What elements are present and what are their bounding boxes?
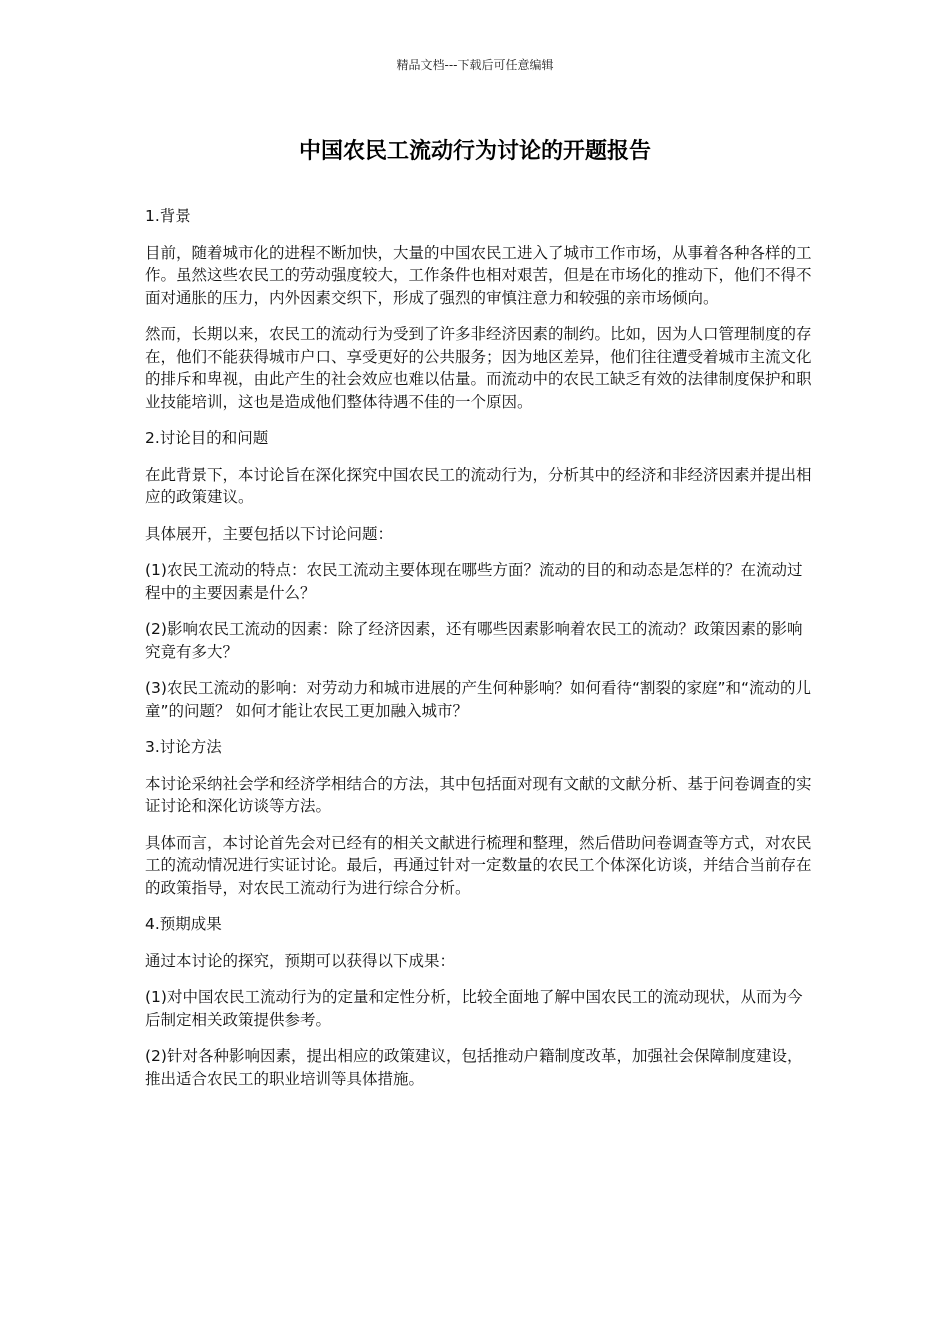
objectives-paragraph-2: 具体展开，主要包括以下讨论问题： bbox=[145, 524, 394, 543]
outcomes-result-1: (1)对中国农民工流动行为的定量和定性分析，比较全面地了解中国农民工的流动现状，从而为今后制定相关政策提供参考。 bbox=[145, 988, 803, 1029]
background-paragraph-1: 目前，随着城市化的进程不断加快，大量的中国农民工进入了城市工作市场，从事着各种各样的工作。虽然这些农民工的劳动强度较大，工作条件也相对艰苦，但是在市场化的推动下，他们不得不面对通胀的压力，内外因素交织下，形成了强烈的审慎注意力和较强的亲市场倾向。 bbox=[145, 243, 812, 307]
section-heading-outcomes: 4.预期成果 bbox=[145, 915, 222, 933]
objectives-paragraph-1: 在此背景下，本讨论旨在深化探究中国农民工的流动行为，分析其中的经济和非经济因素并提出相应的政策建议。 bbox=[145, 465, 812, 506]
background-paragraph-2: 然而，长期以来，农民工的流动行为受到了许多非经济因素的制约。比如，因为人口管理制度的存在，他们不能获得城市户口、享受更好的公共服务；因为地区差异，他们往往遭受着城市主流文化的排斥和卑视，由此产生的社会效应也难以估量。而流动中的农民工缺乏有效的法律制度保护和职业技能培训，这也是造成他们整体待遇不佳的一个原因。 bbox=[145, 325, 812, 411]
outcomes-paragraph-1: 通过本讨论的探究，预期可以获得以下成果： bbox=[145, 951, 456, 970]
section-heading-objectives: 2.讨论目的和问题 bbox=[145, 429, 269, 447]
section-heading-background: 1.背景 bbox=[145, 207, 191, 225]
methods-paragraph-2: 具体而言，本讨论首先会对已经有的相关文献进行梳理和整理，然后借助问卷调查等方式，对农民工的流动情况进行实证讨论。最后，再通过针对一定数量的农民工个体深化访谈，并结合当前存在的政策指导，对农民工流动行为进行综合分析。 bbox=[145, 833, 812, 897]
document-title: 中国农民工流动行为讨论的开题报告 bbox=[298, 139, 651, 164]
document-body bbox=[145, 205, 817, 1104]
objectives-question-2: (2)影响农民工流动的因素：除了经济因素，还有哪些因素影响着农民工的流动？政策因素的影响究竟有多大？ bbox=[145, 620, 803, 661]
header-note: 精品文档---下载后可任意编辑 bbox=[396, 58, 554, 72]
objectives-question-1: (1)农民工流动的特点：农民工流动主要体现在哪些方面？流动的目的和动态是怎样的？在流动过程中的主要因素是什么？ bbox=[145, 561, 803, 602]
objectives-question-3: (3)农民工流动的影响：对劳动力和城市进展的产生何种影响？如何看待“割裂的家庭”和“流动的儿童”的问题？ 如何才能让农民工更加融入城市？ bbox=[145, 679, 812, 720]
methods-paragraph-1: 本讨论采纳社会学和经济学相结合的方法，其中包括面对现有文献的文献分析、基于问卷调查的实证讨论和深化访谈等方法。 bbox=[145, 774, 812, 815]
outcomes-result-2: (2)针对各种影响因素，提出相应的政策建议，包括推动户籍制度改革，加强社会保障制度建设，推出适合农民工的职业培训等具体措施。 bbox=[145, 1047, 803, 1088]
section-heading-methods: 3.讨论方法 bbox=[145, 738, 222, 756]
